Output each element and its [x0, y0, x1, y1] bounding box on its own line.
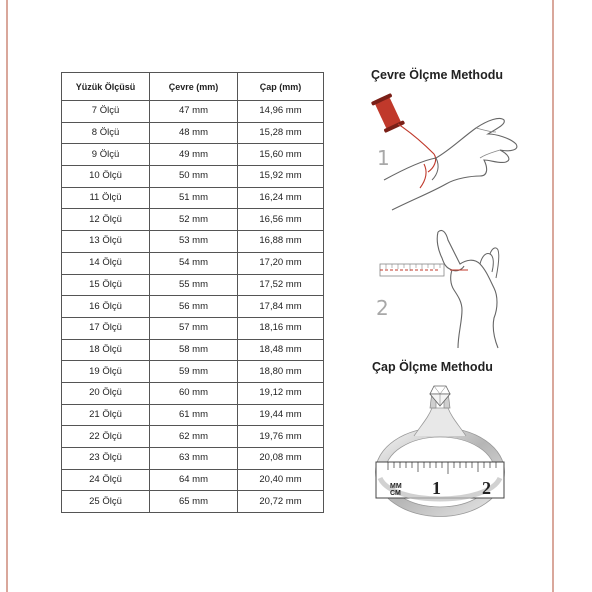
table-row — [62, 122, 324, 144]
table-row — [62, 296, 324, 318]
cell-circumference: 58 mm — [150, 339, 238, 361]
cell-size: 23 Ölçü — [62, 448, 150, 470]
cell-circumference: 50 mm — [150, 166, 238, 188]
ruler-unit-cm: CM — [390, 490, 401, 497]
cell-circumference: 53 mm — [150, 231, 238, 253]
cell-diameter: 18,16 mm — [238, 317, 324, 339]
table-row — [62, 231, 324, 253]
diameter-method-title: Çap Ölçme Methodu — [372, 360, 493, 374]
cell-diameter: 16,88 mm — [238, 231, 324, 253]
cell-size: 8 Ölçü — [62, 122, 150, 144]
cell-diameter: 19,12 mm — [238, 382, 324, 404]
right-margin-line — [552, 0, 554, 592]
table-row — [62, 101, 324, 123]
cell-circumference: 60 mm — [150, 382, 238, 404]
table-row — [62, 187, 324, 209]
table-header-row — [62, 73, 324, 101]
cell-size: 9 Ölçü — [62, 144, 150, 166]
left-margin-line — [6, 0, 8, 592]
header-size: Yüzük Ölçüsü — [62, 73, 150, 101]
cell-diameter: 15,60 mm — [238, 144, 324, 166]
cell-size: 22 Ölçü — [62, 426, 150, 448]
ruler-label-2: 2 — [482, 478, 491, 498]
cell-diameter: 19,76 mm — [238, 426, 324, 448]
cell-circumference: 63 mm — [150, 448, 238, 470]
ring-ruler-icon — [370, 378, 510, 518]
table-row — [62, 209, 324, 231]
cell-diameter: 18,48 mm — [238, 339, 324, 361]
cell-diameter: 20,40 mm — [238, 469, 324, 491]
spool-icon — [371, 93, 405, 133]
step-1-number: 1 — [377, 146, 390, 170]
cell-diameter: 14,96 mm — [238, 101, 324, 123]
cell-diameter: 17,84 mm — [238, 296, 324, 318]
cell-circumference: 62 mm — [150, 426, 238, 448]
cell-diameter: 17,52 mm — [238, 274, 324, 296]
table-row — [62, 339, 324, 361]
ruler-label-1: 1 — [432, 478, 441, 498]
cell-size: 7 Ölçü — [62, 101, 150, 123]
cell-size: 14 Ölçü — [62, 252, 150, 274]
cell-size: 13 Ölçü — [62, 231, 150, 253]
ring-size-table — [61, 72, 324, 513]
table-row — [62, 361, 324, 383]
cell-circumference: 48 mm — [150, 122, 238, 144]
step-2-number: 2 — [376, 296, 389, 320]
table-row — [62, 382, 324, 404]
thread-spool-hand-icon — [376, 88, 526, 212]
cell-diameter: 15,92 mm — [238, 166, 324, 188]
cell-size: 10 Ölçü — [62, 166, 150, 188]
table-row — [62, 491, 324, 513]
cell-diameter: 18,80 mm — [238, 361, 324, 383]
cell-diameter: 20,72 mm — [238, 491, 324, 513]
cell-size: 18 Ölçü — [62, 339, 150, 361]
cell-circumference: 64 mm — [150, 469, 238, 491]
cell-circumference: 61 mm — [150, 404, 238, 426]
cell-diameter: 15,28 mm — [238, 122, 324, 144]
cell-size: 21 Ölçü — [62, 404, 150, 426]
table-row — [62, 317, 324, 339]
cell-size: 11 Ölçü — [62, 187, 150, 209]
cell-size: 12 Ölçü — [62, 209, 150, 231]
thread-ruler-hand-icon — [376, 226, 506, 350]
cell-circumference: 56 mm — [150, 296, 238, 318]
cell-circumference: 51 mm — [150, 187, 238, 209]
cell-circumference: 54 mm — [150, 252, 238, 274]
table-row — [62, 166, 324, 188]
cell-diameter: 17,20 mm — [238, 252, 324, 274]
circumference-method-title: Çevre Ölçme Methodu — [371, 68, 503, 82]
cell-circumference: 59 mm — [150, 361, 238, 383]
table-row — [62, 469, 324, 491]
cell-size: 16 Ölçü — [62, 296, 150, 318]
cell-circumference: 65 mm — [150, 491, 238, 513]
cell-diameter: 16,24 mm — [238, 187, 324, 209]
cell-size: 17 Ölçü — [62, 317, 150, 339]
cell-size: 19 Ölçü — [62, 361, 150, 383]
table-row — [62, 252, 324, 274]
cell-diameter: 19,44 mm — [238, 404, 324, 426]
cell-size: 15 Ölçü — [62, 274, 150, 296]
table-row — [62, 144, 324, 166]
cell-diameter: 16,56 mm — [238, 209, 324, 231]
cell-size: 24 Ölçü — [62, 469, 150, 491]
cell-size: 20 Ölçü — [62, 382, 150, 404]
cell-circumference: 57 mm — [150, 317, 238, 339]
cell-diameter: 20,08 mm — [238, 448, 324, 470]
cell-circumference: 52 mm — [150, 209, 238, 231]
table-row — [62, 404, 324, 426]
table-row — [62, 426, 324, 448]
ruler-unit-mm: MM — [390, 483, 402, 490]
table-body — [62, 101, 324, 513]
header-circumference: Çevre (mm) — [150, 73, 238, 101]
table-row — [62, 448, 324, 470]
table-row — [62, 274, 324, 296]
cell-circumference: 49 mm — [150, 144, 238, 166]
cell-circumference: 47 mm — [150, 101, 238, 123]
cell-size: 25 Ölçü — [62, 491, 150, 513]
header-diameter: Çap (mm) — [238, 73, 324, 101]
cell-circumference: 55 mm — [150, 274, 238, 296]
